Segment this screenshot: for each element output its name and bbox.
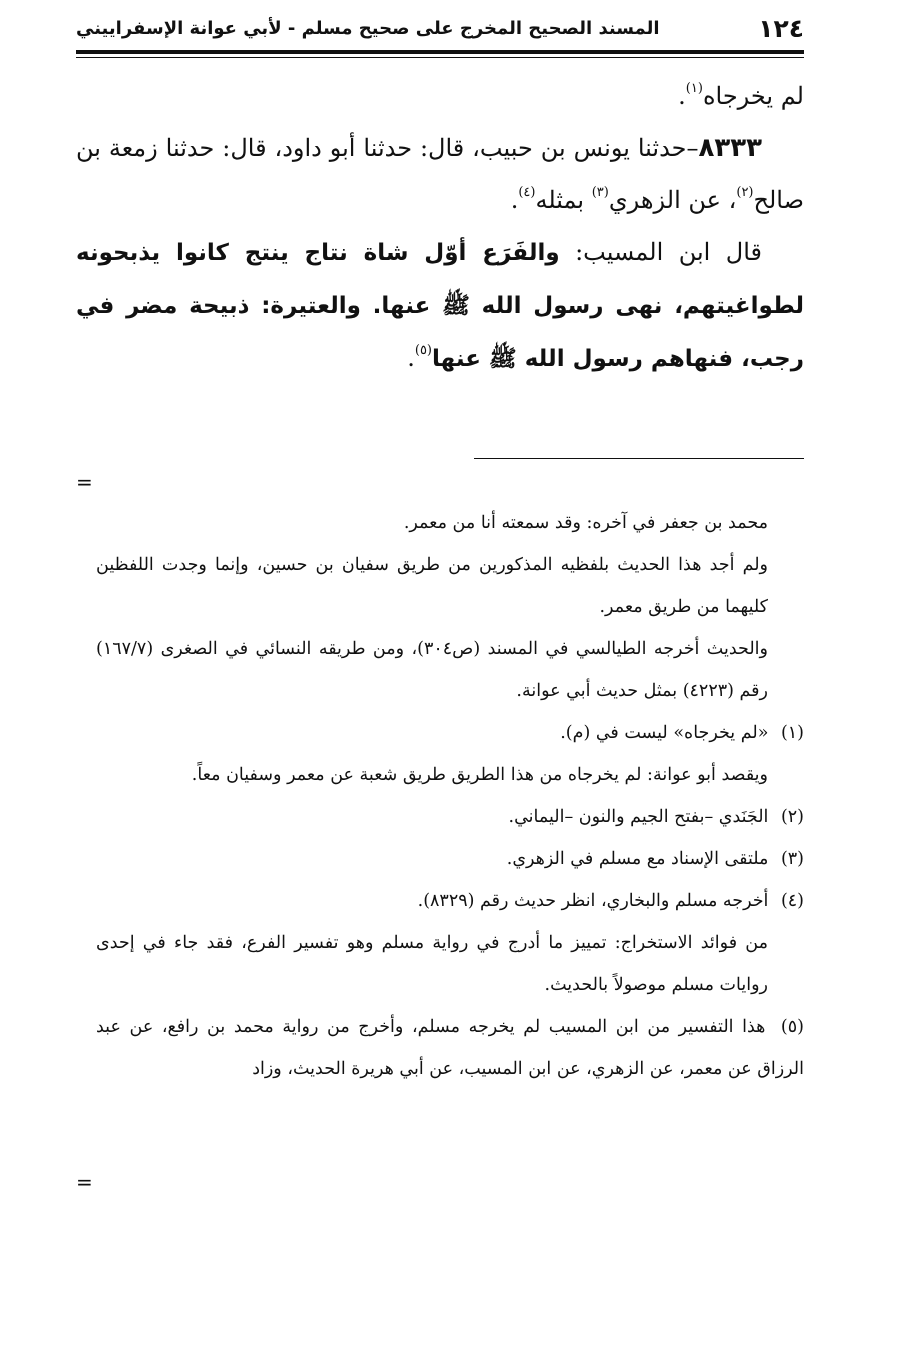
page-number: ١٢٤ (758, 14, 804, 43)
footnote-4-continuation: من فوائد الاستخراج: تمييز ما أدرج في رواية مسلم وهو تفسير الفرع، فقد جاء في إحدى روايات مسلم موصولاً بالحديث. (96, 933, 768, 995)
bold-quote: والفَرَع أوّل شاة نتاج ينتج كانوا يذبحونه لطواغيتهم، نهى رسول الله ﷺ عنها. والعتيرة: ذبيحة مضر في رجب، فنهاهم رسول الله ﷺ عنها (76, 240, 804, 372)
ibn-musayyib-explanation: قال ابن المسيب: والفَرَع أوّل شاة نتاج ينتج كانوا يذبحونه لطواغيتهم، نهى رسول الله ﷺ عنها. والعتيرة: ذبيحة مضر في رجب، فنهاهم رسول الله ﷺ عنها$^{(٥)}$. (76, 238, 804, 372)
hadith-8333: ٨٣٣٣–حدثنا يونس بن حبيب، قال: حدثنا أبو داود، قال: حدثنا زمعة بن صالح$^{(٢)}$، عن الزهري$^{(٣)}$ بمثله$^{(٤)}$. (76, 133, 804, 214)
footnote-continuation-a: محمد بن جعفر في آخره: وقد سمعته أنا من معمر. (403, 513, 768, 533)
footnote-2: (٢) الجَنَدي –بفتح الجيم والنون –اليماني. (96, 796, 804, 838)
header-rule-thin (76, 57, 804, 58)
footnote-ref-3: (٣) (591, 185, 609, 200)
book-title: المسند الصحيح المخرج على صحيح مسلم - لأبي عوانة الإسفراييني (76, 18, 660, 39)
footnote-ref-4: (٤) (518, 185, 536, 200)
running-header (76, 10, 804, 50)
footnote-ref-5: (٥) (414, 343, 432, 358)
main-text (76, 70, 804, 385)
header-rule-thick (76, 50, 804, 54)
footnote-continuation-b: ولم أجد هذا الحديث بلفظيه المذكورين من طريق سفيان بن حسين، وإنما وجدت اللفظين كليهما من طريق معمر. (96, 555, 768, 617)
hadith-number: ٨٣٣٣ (698, 133, 762, 163)
footnote-5-number: (٥) (780, 1017, 804, 1037)
footnote-2-number: (٢) (780, 807, 804, 827)
footnote-1: (١) «لم يخرجاه» ليست في (م). (96, 712, 804, 754)
continuation-mark-bottom: = (76, 1170, 93, 1194)
footnote-4-number: (٤) (780, 891, 804, 911)
footnote-separator (474, 458, 804, 459)
footnotes (96, 502, 804, 1090)
footnote-4: (٤) أخرجه مسلم والبخاري، انظر حديث رقم (٨٣٢٩). (96, 880, 804, 922)
continuation-mark-top: = (76, 470, 93, 494)
footnote-3: (٣) ملتقى الإسناد مع مسلم في الزهري. (96, 838, 804, 880)
footnote-continuation-c: والحديث أخرجه الطيالسي في المسند (ص٣٠٤)، ومن طريقه النسائي في الصغرى (١٦٧/٧) رقم (٤٢٢٣) بمثل حديث أبي عوانة. (96, 639, 768, 701)
footnote-ref-2: (٢) (736, 185, 754, 200)
footnote-1-continuation: ويقصد أبو عوانة: لم يخرجاه من هذا الطريق طريق شعبة عن معمر وسفيان معاً. (191, 765, 768, 785)
paragraph-lam-yukhrijah: لم يخرجاه$^{(١)}$. (678, 81, 804, 110)
footnote-ref-1: (١) (685, 81, 703, 96)
footnote-1-number: (١) (780, 723, 804, 743)
footnote-3-number: (٣) (780, 849, 804, 869)
footnote-5: (٥) هذا التفسير من ابن المسيب لم يخرجه مسلم، وأخرج من رواية محمد بن رافع، عن عبد الرزاق عن معمر، عن الزهري، عن ابن المسيب، عن أبي هريرة الحديث، وزاد (96, 1006, 804, 1090)
